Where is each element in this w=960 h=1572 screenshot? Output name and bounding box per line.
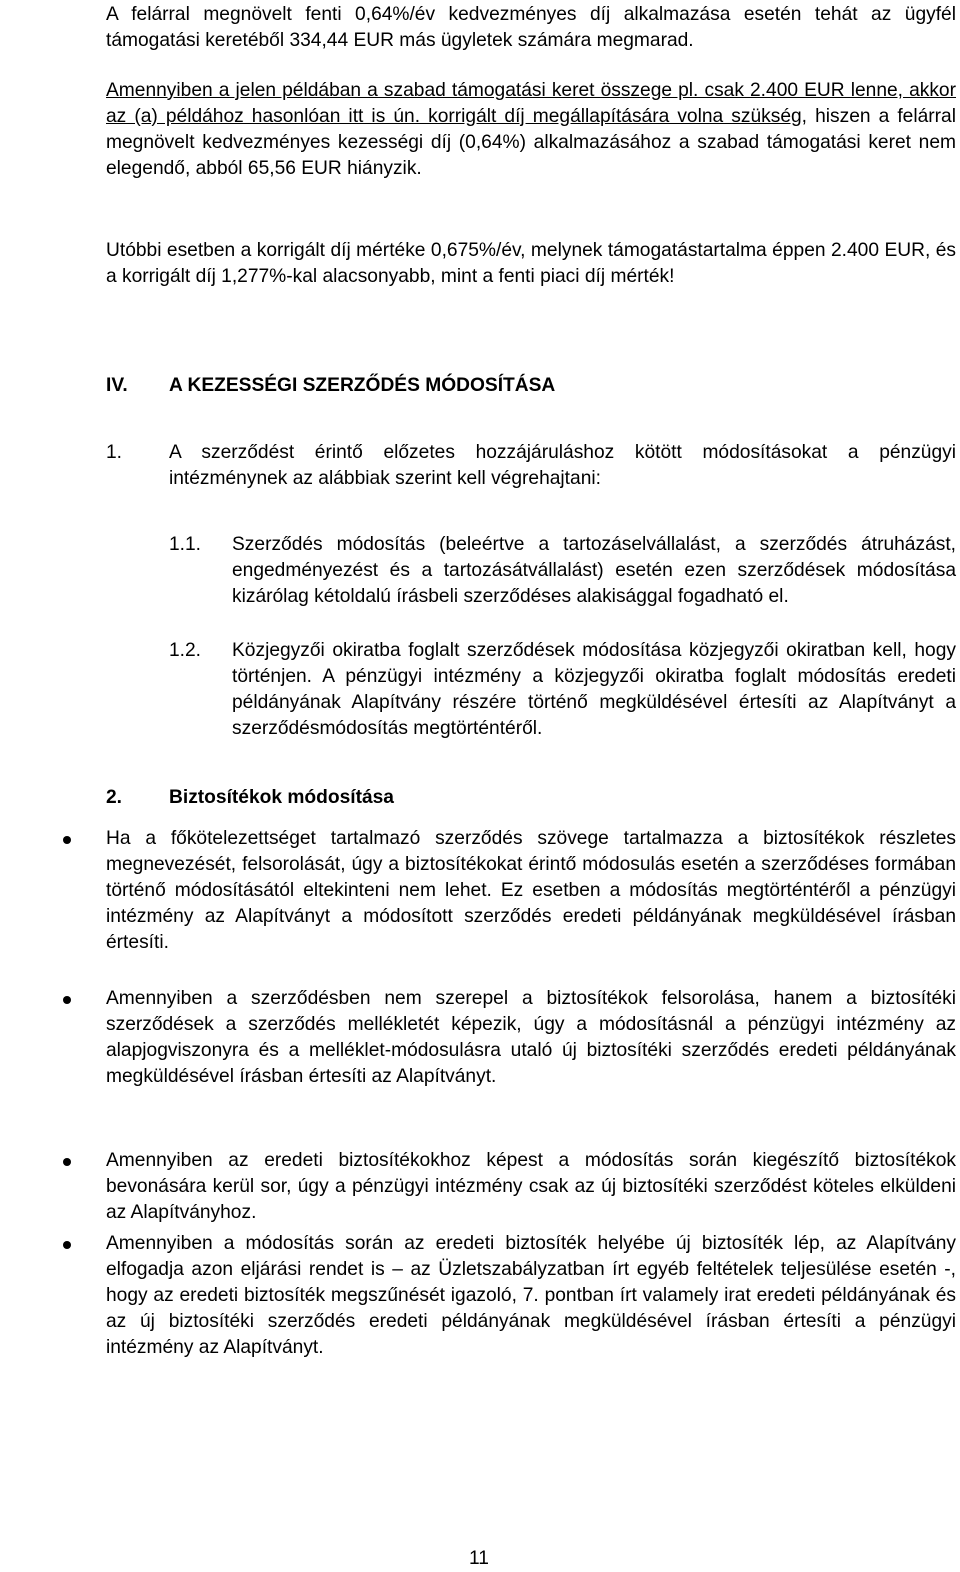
item-1-2-text: Közjegyzői okiratba foglalt szerződések módosítása közjegyzői okiratban kell, hogy történjen. A pénzügyi intézmény a közjegyzői okiratba foglalt módosítás eredeti példányának Alapítvány részére történő megküldésével értesíti az Alapítványt a szerződésmódosítás megtörténtéről. xyxy=(232,640,956,739)
underlined-text: Amennyiben a jelen példában a szabad támogatási keret összege pl. csak 2.400 EUR lenne, akkor az (a) példához hasonlóan itt is ún. korrigált díj megállapítására volna szükség xyxy=(106,80,956,127)
bullet-item-3: Amennyiben az eredeti biztosítékokhoz képest a módosítás során kiegészítő biztosítékok bevonására kerül sor, úgy a pénzügyi intézmény csak az új biztosítéki szerződést köteles elküldeni az Alapítványhoz. xyxy=(106,1150,956,1223)
item-1-text: A szerződést érintő előzetes hozzájáruláshoz kötött módosításokat a pénzügyi intézménynek az alábbiak szerint kell végrehajtani: xyxy=(169,442,956,489)
paragraph-2-rest: , hiszen a felárral megnövelt kedvezményes kezességi díj (0,64%) alkalmazásához a szabad támogatási keret nem elegendő, abból 65,56 EUR hiányzik. xyxy=(106,106,956,179)
paragraph-3: Utóbbi esetben a korrigált díj mértéke 0,675%/év, melynek támogatástartalma éppen 2.400 EUR, és a korrigált díj 1,277%-kal alacsonyabb, mint a fenti piaci díj mérték! xyxy=(106,240,956,287)
bullet-icon xyxy=(63,996,71,1004)
item-1-1-text: Szerződés módosítás (beleértve a tartozáselvállalást, a szerződés átruházást, engedményezést és a tartozásátvállalást) esetén ezen szerződések módosítása kizárólag kétoldalú írásbeli szerződéses alakisággal fogadható el. xyxy=(232,534,956,607)
bullet-item-1: Ha a főkötelezettséget tartalmazó szerződés szövege tartalmazza a biztosítékok részletes megnevezését, felsorolását, úgy a biztosítékokat érintő módosulás esetén a szerződéses formában történő módosításától eltekinteni nem lehet. Ez esetben a módosítás megtörténtéről a pénzügyi intézmény az Alapítványt a módosított szerződés eredeti példányának megküldésével írásban értesíti. xyxy=(106,828,956,953)
item-1-number: 1. xyxy=(106,442,123,463)
bullet-icon xyxy=(63,836,71,844)
section-number: IV. xyxy=(106,375,128,396)
item-2-number: 2. xyxy=(106,787,123,808)
bullet-item-2: Amennyiben a szerződésben nem szerepel a biztosítékok felsorolása, hanem a biztosítéki szerződések a szerződés mellékletét képezik, úgy a módosításnál a pénzügyi intézmény az alapjogviszonyra és a melléklet-módosulásra utaló új biztosítéki szerződés eredeti példányának megküldésével írásban értesíti az Alapítványt. xyxy=(106,988,956,1087)
item-1-1-number: 1.1. xyxy=(169,534,202,555)
paragraph-2 xyxy=(106,78,956,182)
bullet-item-4: Amennyiben a módosítás során az eredeti biztosíték helyébe új biztosíték lép, az Alapítvány elfogadja azon eljárási rendet is – az Üzletszabályzatban írt egyéb feltételek teljesülése esetén -, hogy az eredeti biztosíték megszűnését igazoló, 7. pontban írt valamely irat eredeti példányának és az új biztosítéki szerződés eredeti példányának megküldésével írásban értesíti a pénzügyi intézmény az Alapítványt. xyxy=(106,1233,956,1358)
item-1-2-number: 1.2. xyxy=(169,640,202,661)
bullet-icon xyxy=(63,1158,71,1166)
page-number: 11 xyxy=(469,1548,489,1569)
bullet-icon xyxy=(63,1241,71,1249)
section-title: A KEZESSÉGI SZERZŐDÉS MÓDOSÍTÁSA xyxy=(169,375,556,396)
item-2-title: Biztosítékok módosítása xyxy=(169,787,394,808)
paragraph-1: A felárral megnövelt fenti 0,64%/év kedvezményes díj alkalmazása esetén tehát az ügyfél támogatási keretéből 334,44 EUR más ügyletek számára megmarad. xyxy=(106,4,956,51)
